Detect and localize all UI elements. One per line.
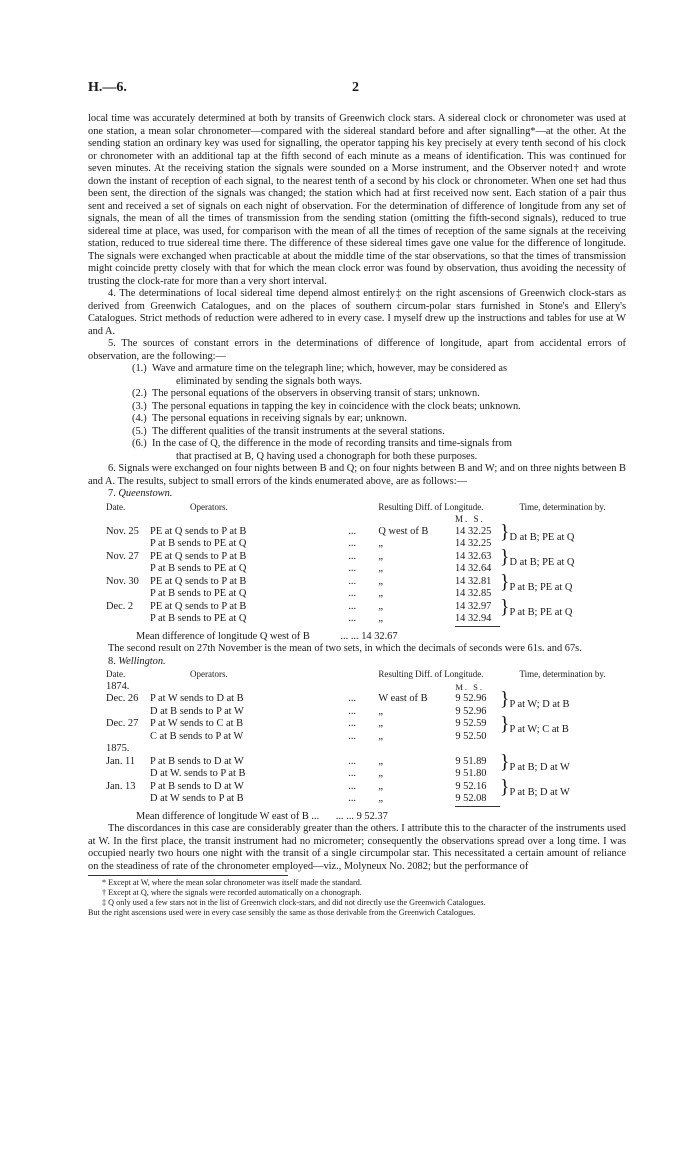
- table-row: Nov. 25 PE at Q sends to P at B ... Q west of B 14 32.25 } D at B; PE at Q: [106, 520, 575, 543]
- queenstown-mean-value: 14 32.67: [361, 630, 398, 642]
- section-wellington-heading: 8. Wellington.: [108, 655, 166, 667]
- page-number: 2: [352, 80, 359, 95]
- table-row: C at B sends to P at W ... „ 9 52.50: [149, 730, 487, 742]
- table-row: D at B sends to P at W ... „ 9 52.96: [149, 705, 487, 717]
- footnote: * Except at W, where the mean solar chronometer was itself made the standard.: [102, 878, 362, 887]
- table-row: P at B sends to PE at Q ... „ 14 32.94: [106, 613, 626, 626]
- wellington-table: Date. Operators. Resulting Diff. of Longitude. Time, determination by. 1874. M. S. Dec. 26 P at W sends to D at B ... W east of B 9 52.96 } P at W; D at B D at B sends to P at W ... „ 9 52.96 Dec. 27 P at W sends to C at B ... „ 9 52.59 } P at W; C at B C at B sends to P at W ... „ 9 52.50 1875. Jan. 11 P at B sends to D at W ... „ 9 51.89 } P at B; D at W D at W. sends to P at B ... „ 9 51.80 Jan. 13 P at B sends to D at W ... „ 9 52.16 } P at B; D at W D at W sends to P at B ... „ 9 52.08: [106, 668, 626, 807]
- table-row: Nov. 30 PE at Q sends to P at B ... „ 14 32.81 } P at B; PE at Q: [106, 570, 573, 593]
- units-label: M. S.: [454, 514, 485, 524]
- table-row: D at W. sends to P at B ... „ 9 51.80: [149, 768, 487, 779]
- paragraph-discordances: The discordances in this case are considerably greater than the others. I attribute this to the character of the instruments used at W. In the first place, the transit instrument had no micrometer; consequently the observations spread over a long time. I was occupied nearly two hours one night with the transit of a single circumpolar star. This necessitated a certain amount of reliance on the steadiness of rate of the chronometer employed—viz., Molyneux No. 2082; but the performance of: [88, 823, 626, 872]
- table-row: Nov. 27 PE at Q sends to P at B ... „ 14 32.63 } D at B; PE at Q: [106, 545, 575, 568]
- table-row: Dec. 27 P at W sends to C at B ... „ 9 52.59 } P at W; C at B: [106, 713, 569, 736]
- table-header: Date. Operators. Resulting Diff. of Longitude. Time, determination by.: [106, 669, 606, 679]
- error-sources-list: [132, 363, 626, 463]
- units-label: M. S.: [455, 681, 484, 692]
- table-header: Date. Operators. Resulting Diff. of Longitude. Time, determination by.: [106, 501, 606, 512]
- paragraph-5: 5. The sources of constant errors in the determinations of difference of longitude, apart from accidental errors of observation, are the following:—: [88, 338, 626, 362]
- report-code: H.—6.: [88, 80, 127, 95]
- queenstown-note: The second result on 27th November is the mean of two sets, in which the decimals of seconds were 61s. and 67s.: [108, 643, 582, 654]
- table-row: D at W sends to P at B ... „ 9 52.08: [106, 793, 626, 806]
- table-row: P at B sends to PE at Q ... „ 14 32.85: [150, 588, 492, 599]
- error-item: (4.) The personal equations in receiving signals by ear; unknown.: [132, 413, 407, 424]
- footnote: † Except at Q, where the signals were recorded automatically on a chonograph.: [102, 888, 362, 897]
- error-item: (3.) The personal equations in tapping the key in coincidence with the clock beats; unknown.: [132, 400, 521, 412]
- footnote: ‡ Q only used a few stars not in the list of Greenwich clock-stars, and did not directly use the Greenwich Catalogues.: [102, 898, 486, 907]
- section-queenstown-heading: 7. Queenstown.: [108, 488, 173, 499]
- paragraph-4: 4. The determinations of local sidereal time depend almost entirely‡ on the right ascensions of Greenwich clock-stars as derived from Greenwich Catalogues, and on the places of southern circum-polar stars furnished in Stone's and Ellery's Catalogues. Strict methods of reduction were adhered to in every case. I myself drew up the instructions and tables for use at W and A.: [88, 288, 626, 337]
- wellington-mean-value: 9 52.37: [356, 810, 388, 822]
- wellington-mean: Mean difference of longitude W east of B ... ... ... 9 52.37: [136, 810, 388, 822]
- error-item: (1.) Wave and armature time on the telegraph line; which, however, may be considered as eliminated by sending the signals both ways.: [132, 363, 508, 387]
- page-body: [88, 113, 626, 918]
- table-row: Dec. 26 P at W sends to D at B ... W east of B 9 52.96 } P at W; D at B: [106, 688, 570, 711]
- table-row: Jan. 11 P at B sends to D at W ... „ 9 51.89 } P at B; D at W: [106, 750, 570, 773]
- footnote-divider: [88, 875, 288, 876]
- table-row: P at B sends to PE at Q ... „ 14 32.25: [150, 538, 492, 549]
- table-row: Dec. 2 PE at Q sends to P at B ... „ 14 32.97 } P at B; PE at Q: [106, 595, 573, 618]
- queenstown-mean: Mean difference of longitude Q west of B ... ... 14 32.67: [136, 630, 398, 642]
- error-item: (5.) The different qualities of the transit instruments at the several stations.: [132, 425, 445, 437]
- table-row: P at B sends to PE at Q ... „ 14 32.64: [150, 563, 492, 574]
- footnote: But the right ascensions used were in every case sensibly the same as those derivable from the Greenwich Catalogues.: [88, 908, 476, 917]
- table-row: Jan. 13 P at B sends to D at W ... „ 9 52.16 } P at B; D at W: [106, 775, 570, 798]
- paragraph-method: local time was accurately determined at both by transits of Greenwich clock stars. A sidereal clock or chronometer was used at one station, a mean solar chronometer—compared with the sidereal standard before and after signalling*—at the other. At the sending station an ordinary key was used for signalling, the operator tapping his key precisely at every tenth second of his clock or chronometer with an additional tap at the fifth second of each minute as a means of identification. This was continued for seven minutes. At the receiving station the signals were sounded on a Morse instrument, and the Observer noted† and wrote down the instant of reception of each signal, to the nearest tenth of a second by his clock or chronometer. When one set had thus been sent, the direction of the signals was changed; the station which had at first received now sent. Each station of a pair thus sent and received a set of signals on each night of observation. For the determination of difference of longitude from any set of signals, the mean of all the times of transmission from the sending station (omitting the fifth-second signals), reduced to true sidereal time at place, was used, for comparison with the mean of all the times of reception of the same signals at the receiving station, reduced to true sidereal time there. The difference of these sidereal times gave one value for the difference of longitude. The signals were exchanged when practicable at about the middle time of the star observations, so that the times of transmission might coincide pretty closely with that for which the mean clock error was found by observation, thus avoiding the necessity of trusting the clock-rate for more than a very short interval.: [88, 113, 626, 287]
- error-item: (6.) In the case of Q, the difference in the mode of recording transits and time-signals from that practised at B, Q having used a chonograph for both these purposes.: [132, 438, 512, 462]
- error-item: (2.) The personal equations of the observers in observing transit of stars; unknown.: [132, 388, 480, 399]
- paragraph-6: 6. Signals were exchanged on four nights between B and Q; on four nights between B and W; and on three nights between B and A. The results, subject to small errors of the kinds enumerated above, are as follows:—: [88, 463, 626, 487]
- queenstown-table: [106, 501, 626, 627]
- page-header: [88, 80, 624, 98]
